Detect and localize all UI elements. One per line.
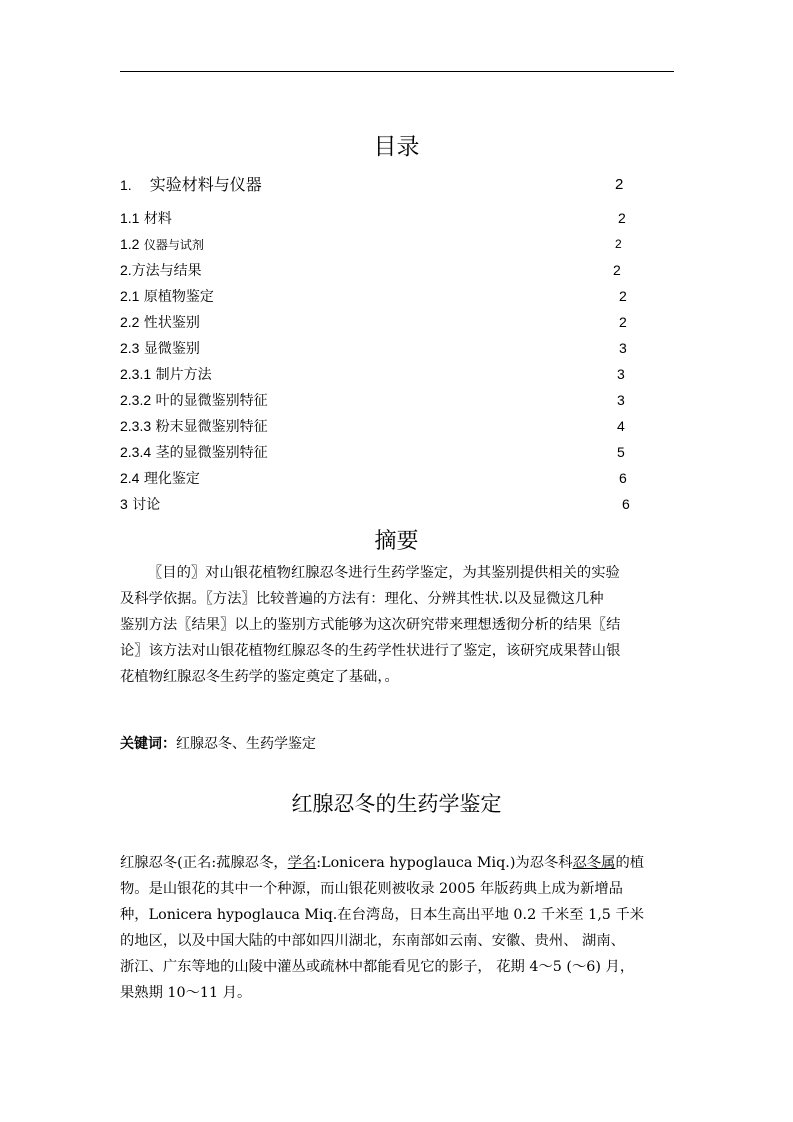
toc-item[interactable]: 2.方法与结果 2 — [120, 259, 640, 281]
toc-item[interactable]: 2.2 性状鉴别 2 — [120, 311, 640, 333]
abstract-title: 摘要 — [374, 529, 419, 554]
toc-item[interactable]: 3 讨论 6 — [120, 493, 640, 515]
toc-page: 3 — [617, 366, 625, 382]
toc-page: 6 — [619, 470, 627, 486]
toc-page: 3 — [617, 392, 625, 408]
toc-item[interactable]: 2.3.4 茎的显微鉴别特征 5 — [120, 441, 640, 463]
toc-title: 目录 — [373, 134, 420, 160]
keywords-label: 关键词： — [120, 736, 176, 752]
toc-item[interactable]: 1. 实验材料与仪器 2 — [120, 175, 624, 194]
toc-page: 3 — [619, 340, 627, 356]
toc-item[interactable]: 1.1 材料 2 — [120, 207, 640, 229]
article-title: 红腺忍冬的生药学鉴定 — [291, 792, 502, 816]
toc-item[interactable]: 2.3.1 制片方法 3 — [120, 363, 640, 385]
toc-item[interactable]: 1.2 仪器与试剂 2 — [120, 233, 640, 255]
toc-page: 4 — [617, 418, 625, 434]
toc-item[interactable]: 2.3.3 粉末显微鉴别特征 4 — [120, 415, 640, 437]
header-rule — [120, 71, 674, 72]
toc-page: 5 — [617, 444, 625, 460]
toc-page: 2 — [615, 237, 622, 251]
toc-page: 2 — [618, 210, 626, 226]
toc-item[interactable]: 2.3.2 叶的显微鉴别特征 3 — [120, 389, 640, 411]
article-body: 红腺忍冬(正名:菰腺忍冬，学名:Lonicera hypoglauca Miq.)为忍冬科忍冬属的植 物。是山银花的其中一个种源，而山银花则被收录 2005 年版药典上成为新增品 种，Lonicera hypoglauca Miq.在台湾岛，日本生高出平地 0.2 千米至 1,5 千米 的地区，以及中国大陆的中部如四川湖北，东南部如云南、安徽、贵州、 湖南、 浙江、广东等地的山陵中灌丛或疏林中都能看见它的影子， 花期 4～5 (～6) 月， 果熟期 10～11 月。 — [120, 855, 645, 1001]
toc-page: 2 — [619, 288, 627, 304]
toc-page: 2 — [619, 314, 627, 330]
link-genus[interactable]: 忍冬属 — [572, 855, 616, 871]
toc-item[interactable]: 2.3 显微鉴别 3 — [120, 337, 640, 359]
abstract-body: 〖目的〗对山银花植物红腺忍冬进行生药学鉴定，为其鉴别提供相关的实验 及科学依据。〖方法〗比较普遍的方法有：理化、分辨其性状.以及显微这几种 鉴别方法〖结果〗以上的鉴别方式能够为这次研究带来理想透彻分析的结果〖结 论〗该方法对山银花植物红腺忍冬的生药学性状进行了鉴定，该研究成果替山银 花植物红腺忍冬生药学的鉴定奠定了基础，。 — [120, 565, 621, 685]
keywords-value: 红腺忍冬、生药学鉴定 — [176, 736, 316, 752]
toc-item[interactable]: 2.1 原植物鉴定 2 — [120, 285, 640, 307]
keywords — [120, 733, 316, 755]
toc-page: 2 — [615, 176, 624, 193]
link-scientific-name[interactable]: 学名 — [287, 855, 317, 871]
toc-page: 6 — [622, 496, 630, 512]
toc-page: 2 — [613, 262, 621, 278]
toc-item[interactable]: 2.4 理化鉴定 6 — [120, 467, 640, 489]
